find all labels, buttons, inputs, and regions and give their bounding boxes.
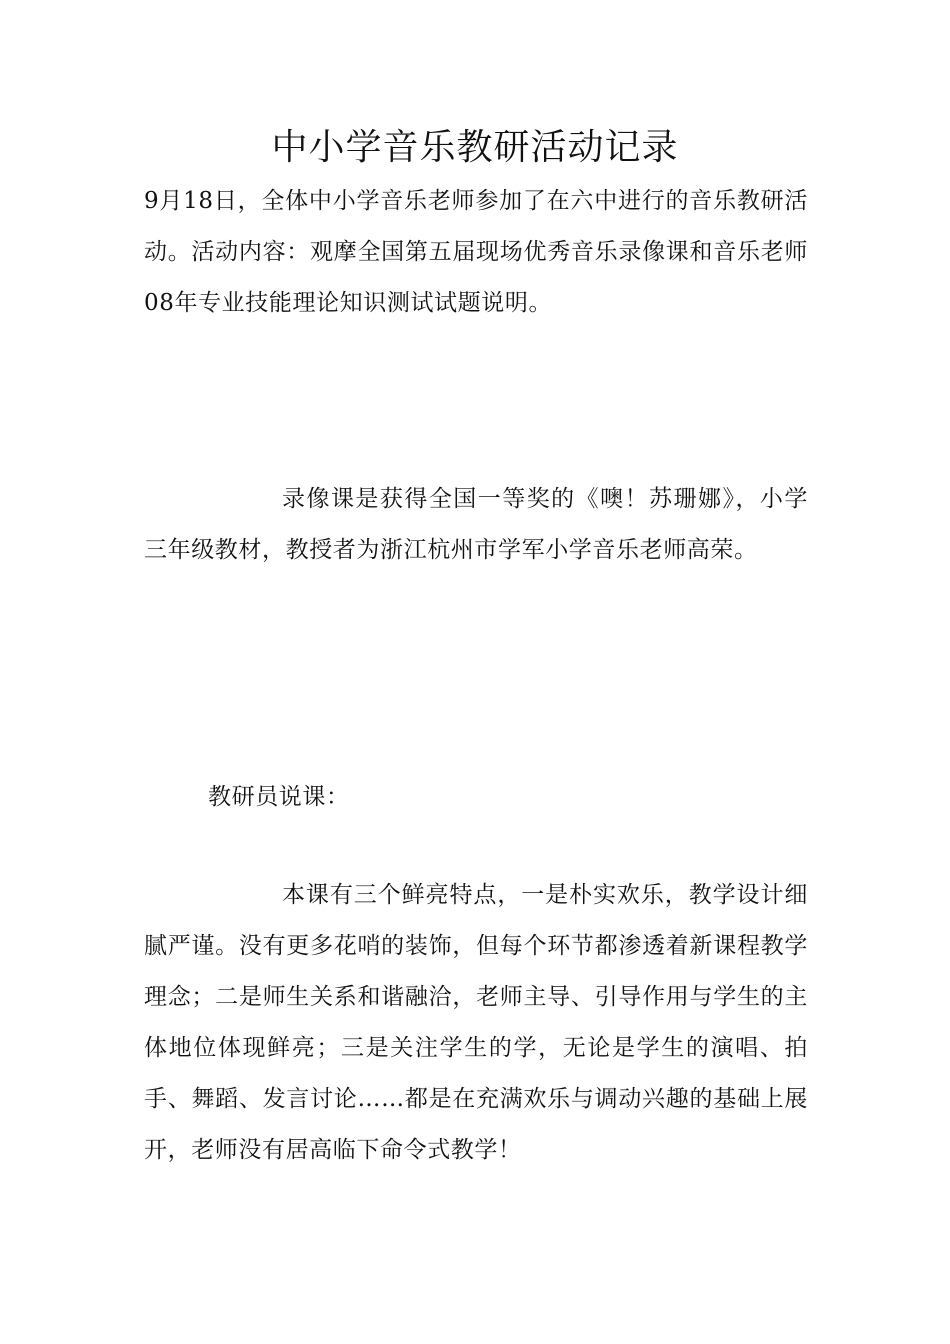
paragraph-lesson-features: 本课有三个鲜亮特点，一是朴实欢乐，教学设计细腻严谨。没有更多花哨的装饰，但每个环节都渗透着新课程教学理念；二是师生关系和谐融洽，老师主导、引导作用与学生的主体地位体现鲜亮；三是关注学生的学，无论是学生的演唱、拍手、舞蹈、发言讨论……都是在充满欢乐与调动兴趣的基础上展开，老师没有居高临下命令式教学！ xyxy=(144,882,808,1163)
document-title: 中小学音乐教研活动记录 xyxy=(271,127,679,168)
paragraph-activity-summary: 9月18日，全体中小学音乐老师参加了在六中进行的音乐教研活动。活动内容：观摩全国第五届现场优秀音乐录像课和音乐老师08年专业技能理论知识测试试题说明。 xyxy=(144,188,808,316)
paragraph-section-heading: 教研员说课： xyxy=(208,784,350,810)
paragraph-video-lesson: 录像课是获得全国一等奖的《噢！苏珊娜》，小学三年级教材，教授者为浙江杭州市学军小学音乐老师高荣。 xyxy=(144,486,808,563)
